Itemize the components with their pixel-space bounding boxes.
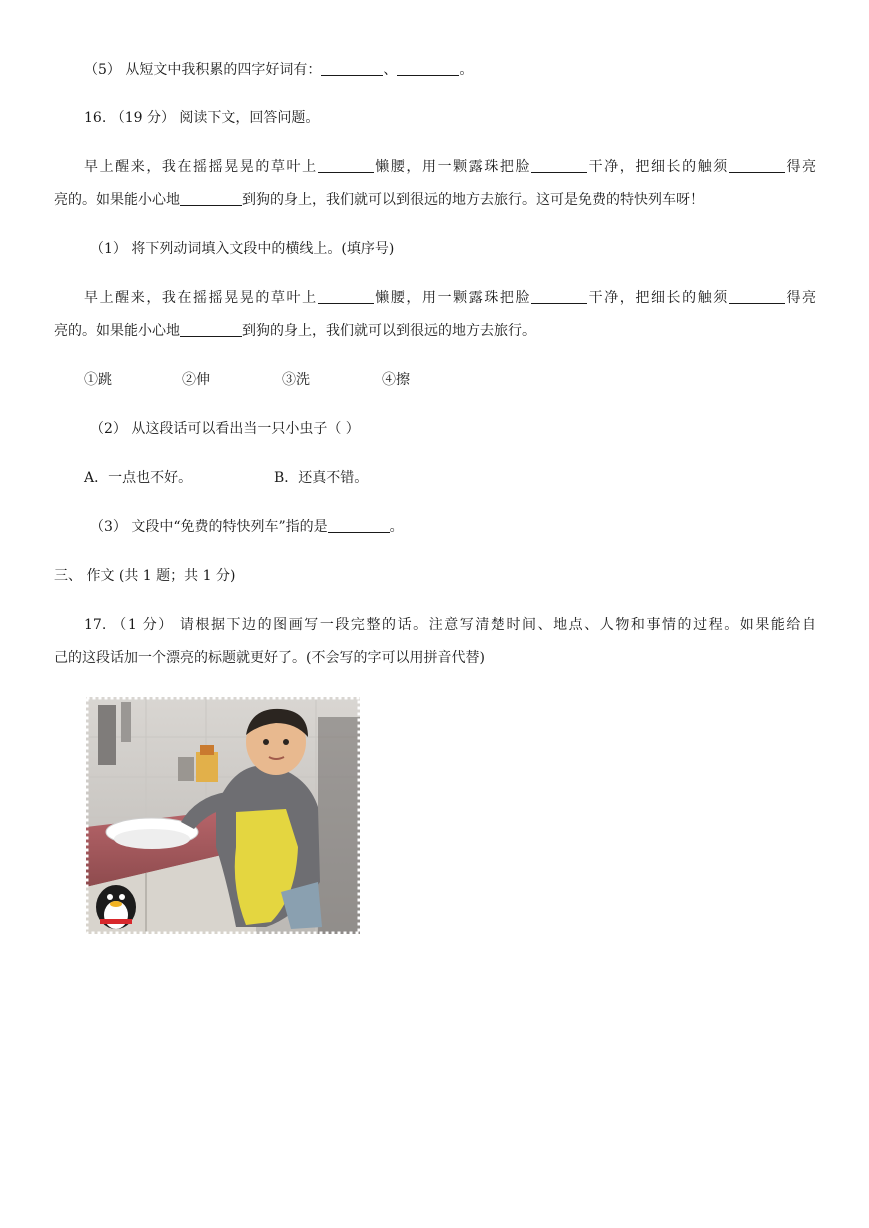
q16-sub1-line2: 亮的。如果能小心地 到狗的身上，我们就可以到很远的地方去旅行。 bbox=[54, 323, 536, 339]
q16-header: 16. （19 分） 阅读下文，回答问题。 bbox=[84, 110, 320, 126]
answer-blank bbox=[397, 61, 459, 76]
q15-5-number: （5） bbox=[84, 62, 121, 78]
answer-blank bbox=[180, 322, 242, 337]
answer-blank bbox=[328, 518, 390, 533]
q16-sub1-line1: 早上醒来，我在摇摇晃晃的草叶上 懒腰，用一颗露珠把脸 干净，把细长的触须 得亮 bbox=[84, 290, 817, 306]
period: 。 bbox=[459, 62, 474, 78]
q15-5-line bbox=[84, 60, 473, 80]
answer-blank bbox=[729, 289, 785, 304]
option-4: ④擦 bbox=[382, 372, 410, 388]
q17-line1: 17. （1 分） 请根据下边的图画写一段完整的话。注意写清楚时间、地点、人物和事情的过程。如果能给自 bbox=[84, 617, 816, 633]
answer-blank bbox=[180, 191, 242, 206]
q16-sub3-line: （3） 文段中“免费的特快列车”指的是 。 bbox=[90, 519, 404, 535]
boy-washing-photo bbox=[86, 697, 360, 934]
q16-passage-line1: 早上醒来，我在摇摇晃晃的草叶上 懒腰，用一颗露珠把脸 干净，把细长的触须 得亮 bbox=[84, 159, 817, 175]
answer-blank bbox=[318, 158, 374, 173]
answer-blank bbox=[531, 289, 587, 304]
answer-blank bbox=[318, 289, 374, 304]
separator: 、 bbox=[383, 62, 398, 78]
q15-5-text: 从短文中我积累的四字好词有： bbox=[125, 62, 322, 78]
choice-a: A．一点也不好。 bbox=[84, 470, 193, 486]
q16-sub1-label: （1） 将下列动词填入文段中的横线上。(填序号) bbox=[90, 241, 395, 257]
q17-line2: 己的这段话加一个漂亮的标题就更好了。(不会写的字可以用拼音代替) bbox=[54, 650, 485, 666]
q16-passage-line2: 亮的。如果能小心地 到狗的身上，我们就可以到很远的地方去旅行。这可是免费的特快列车呀！ bbox=[54, 192, 704, 208]
option-3: ③洗 bbox=[282, 372, 310, 388]
section-3-title: 三、 作文 (共 1 题；共 1 分) bbox=[54, 568, 236, 584]
option-1: ①跳 bbox=[84, 372, 112, 388]
q16-sub2-label: （2） 从这段话可以看出当一只小虫子（ ） bbox=[90, 421, 360, 437]
answer-blank bbox=[321, 61, 383, 76]
answer-blank bbox=[729, 158, 785, 173]
option-2: ②伸 bbox=[182, 372, 210, 388]
choice-b: B．还真不错。 bbox=[274, 470, 369, 486]
answer-blank bbox=[531, 158, 587, 173]
